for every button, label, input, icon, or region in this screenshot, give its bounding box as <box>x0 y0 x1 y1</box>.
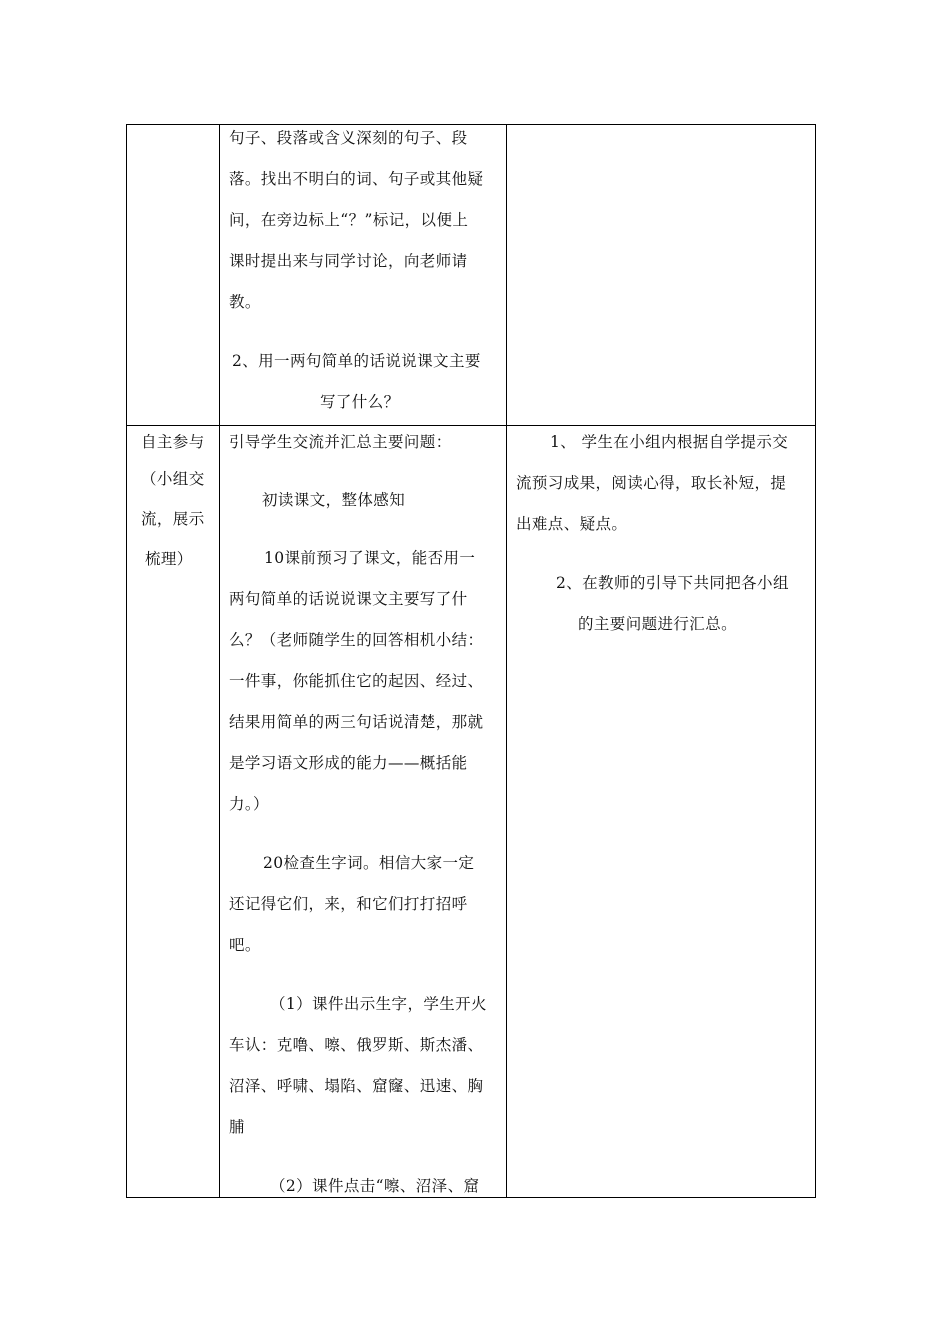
row2-col1-line: （小组交 <box>141 470 205 488</box>
row2-col2-line: 车认：克噜、嚓、俄罗斯、斯杰潘、 <box>229 1036 484 1054</box>
row2-col2-line: 么？（老师随学生的回答相机小结： <box>229 631 484 649</box>
row2-col3-line: 出难点、疑点。 <box>516 515 628 533</box>
row2-col2-line: 引导学生交流并汇总主要问题： <box>229 433 452 451</box>
row2-col2-line: 脯 <box>229 1118 245 1136</box>
row2-col2-line: 20检查生字词。相信大家一定 <box>263 854 475 872</box>
row1-col2-line: 落。找出不明白的词、句子或其他疑 <box>229 170 484 188</box>
row2-col2-line: （2）课件点击“嚓、沼泽、窟 <box>270 1177 480 1195</box>
row1-col2-line: 写了什么？ <box>320 393 400 411</box>
row2-col3-line: 2、在教师的引导下共同把各小组 <box>556 574 789 592</box>
row2-col3-line: 的主要问题进行汇总。 <box>578 615 738 633</box>
row2-col1-line: 流，展示 <box>141 510 205 528</box>
row1-col2-line: 2、用一两句简单的话说说课文主要 <box>232 352 481 370</box>
row2-col2-line: 沼泽、呼啸、塌陷、窟窿、迅速、胸 <box>229 1077 484 1095</box>
row-divider <box>127 425 815 426</box>
row2-col1-line: 自主参与 <box>141 433 205 451</box>
row2-col2-line: 10课前预习了课文，能否用一 <box>264 549 476 567</box>
row1-col2-line: 课时提出来与同学讨论，向老师请 <box>229 252 468 270</box>
row1-col2-line: 教。 <box>229 293 261 311</box>
row2-col2-line: 还记得它们，来，和它们打打招呼 <box>229 895 468 913</box>
column-divider-1 <box>219 125 220 1197</box>
row2-col2-line: 一件事，你能抓住它的起因、经过、 <box>229 672 484 690</box>
column-divider-2 <box>506 125 507 1197</box>
row2-col3-line: 1、 学生在小组内根据自学提示交 <box>550 433 789 451</box>
row2-col2-line: 初读课文，整体感知 <box>262 491 406 509</box>
row2-col2-line: 吧。 <box>229 936 261 954</box>
row2-col2-line: 两句简单的话说说课文主要写了什 <box>229 590 468 608</box>
row2-col2-line: 是学习语文形成的能力——概括能 <box>229 754 468 772</box>
row2-col2-line: 力。） <box>229 795 269 813</box>
row2-col1-line: 梳理） <box>145 550 193 568</box>
row1-col2-line: 问，在旁边标上“？”标记，以便上 <box>229 211 469 229</box>
row2-col3-line: 流预习成果，阅读心得，取长补短，提 <box>516 474 787 492</box>
row2-col2-line: （1）课件出示生字，学生开火 <box>270 995 487 1013</box>
row1-col2-line: 句子、段落或含义深刻的句子、段 <box>229 129 468 147</box>
row2-col2-line: 结果用简单的两三句话说清楚，那就 <box>229 713 484 731</box>
